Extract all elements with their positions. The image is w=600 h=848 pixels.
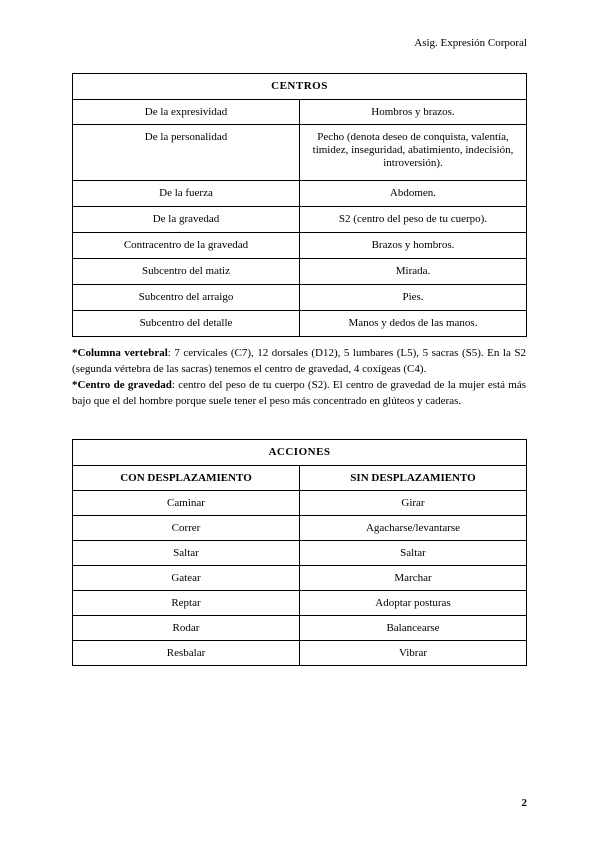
accion-con: Rodar (73, 616, 300, 641)
page-header: Asig. Expresión Corporal (414, 37, 527, 49)
centro-value: Hombros y brazos. (300, 100, 527, 125)
accion-sin: Vibrar (300, 641, 527, 666)
acciones-table (72, 439, 527, 666)
accion-sin: Agacharse/levantarse (300, 516, 527, 541)
table-row (73, 616, 527, 641)
accion-con: Correr (73, 516, 300, 541)
table-row (73, 311, 527, 337)
table-row (73, 181, 527, 207)
centro-name: Subcentro del arraigo (73, 285, 300, 311)
note-label: *Centro de gravedad (72, 379, 172, 391)
page-number: 2 (521, 797, 527, 809)
centro-value: Pies. (300, 285, 527, 311)
note-centro (72, 377, 526, 409)
centro-name: De la personalidad (73, 125, 300, 181)
table-row (73, 259, 527, 285)
accion-sin: Adoptar posturas (300, 591, 527, 616)
centro-name: Subcentro del detalle (73, 311, 300, 337)
centro-value: Brazos y hombros. (300, 233, 527, 259)
centros-table (72, 73, 527, 337)
centro-value: S2 (centro del peso de tu cuerpo). (300, 207, 527, 233)
table-row (73, 516, 527, 541)
table-row (73, 591, 527, 616)
table-row (73, 491, 527, 516)
note-text: : 7 cervicales (C7), 12 dorsales (D12), 5 lumbares (L5), 5 sacras (S5). En la S2 (segunda vértebra de las sacras) tenemos el centro de gravedad, 4 coxígeas (C4). (72, 347, 526, 375)
centro-name: Contracentro de la gravedad (73, 233, 300, 259)
centro-value: Mirada. (300, 259, 527, 285)
table-row (73, 541, 527, 566)
centro-value: Pecho (denota deseo de conquista, valentía, timidez, inseguridad, abatimiento, indecisión, introversión). (300, 125, 527, 181)
accion-con: Caminar (73, 491, 300, 516)
accion-sin: Marchar (300, 566, 527, 591)
centro-value: Abdomen. (300, 181, 527, 207)
accion-con: Reptar (73, 591, 300, 616)
centro-name: De la gravedad (73, 207, 300, 233)
notes (72, 345, 526, 409)
accion-con: Saltar (73, 541, 300, 566)
accion-con: Gatear (73, 566, 300, 591)
table-row (73, 125, 527, 181)
acciones-title: ACCIONES (73, 440, 527, 466)
centros-title: CENTROS (73, 74, 527, 100)
accion-sin: Girar (300, 491, 527, 516)
table-row (73, 207, 527, 233)
table-row (73, 641, 527, 666)
centro-name: Subcentro del matiz (73, 259, 300, 285)
note-columna (72, 345, 526, 377)
table-row (73, 285, 527, 311)
table-row (73, 100, 527, 125)
note-label: *Columna vertebral (72, 347, 168, 359)
column-header: CON DESPLAZAMIENTO (73, 466, 300, 491)
table-row (73, 566, 527, 591)
centro-name: De la expresividad (73, 100, 300, 125)
centro-name: De la fuerza (73, 181, 300, 207)
note-text: : centro del peso de tu cuerpo (S2). El centro de gravedad de la mujer está más bajo que el del hombre porque suele tener el peso más concentrado en glúteos y caderas. (72, 379, 526, 407)
column-header: SIN DESPLAZAMIENTO (300, 466, 527, 491)
accion-con: Resbalar (73, 641, 300, 666)
accion-sin: Saltar (300, 541, 527, 566)
accion-sin: Balancearse (300, 616, 527, 641)
centro-value: Manos y dedos de las manos. (300, 311, 527, 337)
table-row (73, 233, 527, 259)
